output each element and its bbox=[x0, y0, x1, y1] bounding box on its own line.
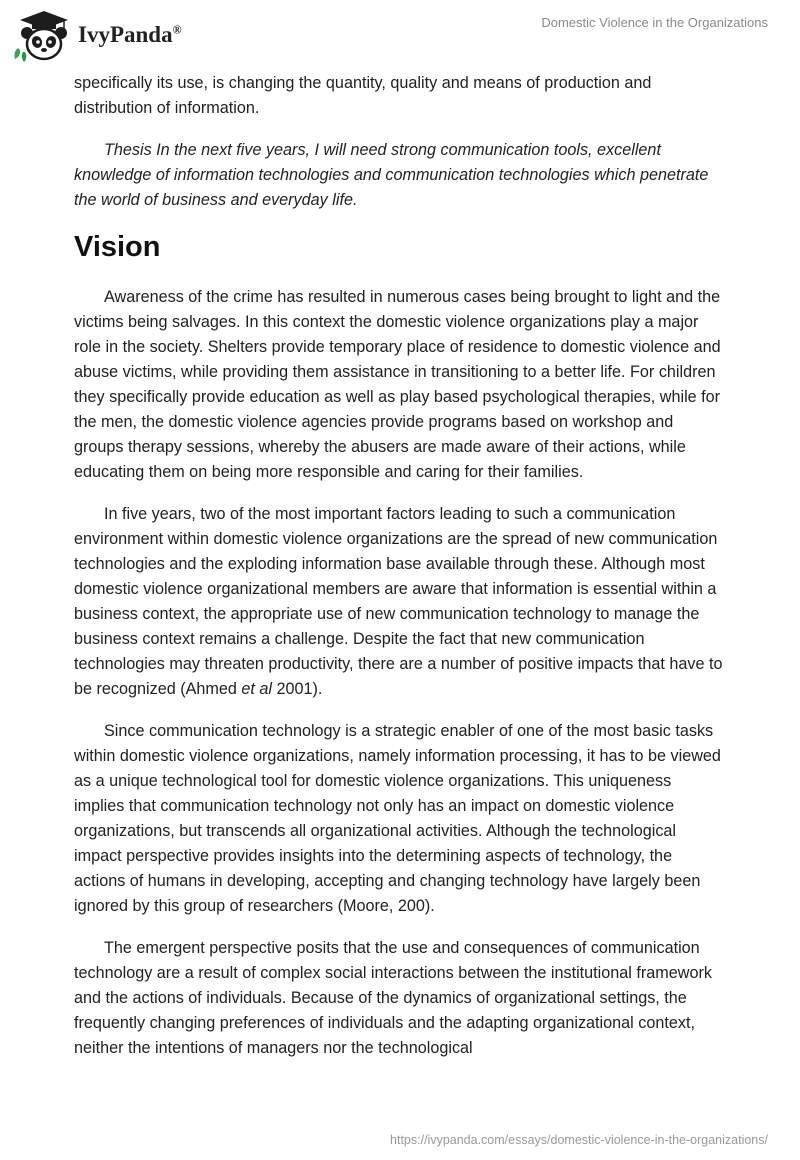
registered-mark: ® bbox=[172, 22, 182, 37]
page-header bbox=[0, 0, 800, 70]
thesis-paragraph: Thesis In the next five years, I will need strong communication tools, excellent knowledge of information technologies and communication technologies which penetrate the world of business and everyday life. bbox=[74, 141, 709, 209]
essay-content bbox=[74, 71, 724, 1078]
section-heading-vision: Vision bbox=[74, 231, 161, 263]
source-url[interactable]: https://ivypanda.com/essays/domestic-violence-in-the-organizations/ bbox=[390, 1133, 768, 1147]
ivypanda-logo[interactable] bbox=[12, 8, 182, 62]
brand-name-text: IvyPanda bbox=[78, 22, 173, 47]
citation-et-al: et al bbox=[241, 680, 272, 698]
paragraph-continued: specifically its use, is changing the quantity, quality and means of production and distribution of information. bbox=[74, 74, 652, 117]
paragraph-strategic-enabler: Since communication technology is a strategic enabler of one of the most basic tasks within domestic violence organizations, namely information processing, it has to be viewed as a unique technological tool for domestic violence organizations. This uniqueness implies that communication technology not only has an impact on domestic violence organizations, but transcends all organizational activities. Although the technological impact perspective provides insights into the determining aspects of technology, the actions of humans in developing, accepting and changing technology have largely been ignored by this group of researchers (Moore, 200). bbox=[74, 722, 721, 915]
paragraph-awareness: Awareness of the crime has resulted in numerous cases being brought to light and the victims being salvages. In this context the domestic violence organizations play a major role in the society. Shelters provide temporary place of residence to domestic violence and abuse victims, while providing them assistance in transitioning to a better life. For children they specifically provide education as well as play based psychological therapies, while for the men, the domestic violence agencies provide programs based on workshop and groups therapy sessions, whereby the abusers are made aware of their actions, while educating them on being more responsible and caring for their families. bbox=[74, 288, 721, 481]
document-title: Domestic Violence in the Organizations bbox=[541, 15, 768, 30]
paragraph-emergent-perspective: The emergent perspective posits that the use and consequences of communication technology are a result of complex social interactions between the institutional framework and the actions of individuals. Because of the dynamics of organizational settings, the frequently changing preferences of individuals and the adapting organizational context, neither the intentions of managers nor the technological bbox=[74, 939, 712, 1057]
paragraph-five-years bbox=[74, 502, 724, 702]
panda-graduate-icon bbox=[12, 8, 72, 62]
brand-name bbox=[78, 22, 182, 48]
paragraph-five-years-text: In five years, two of the most important factors leading to such a communication environment within domestic violence organizations are the spread of new communication technologies and the exploding information base available through these. Although most domestic violence organizational members are aware that information is essential within a business context, the appropriate use of new communication technology to manage the business context remains a challenge. Despite the fact that new communication technologies may threaten productivity, there are a number of positive impacts that have to be recognized (Ahmed bbox=[74, 505, 723, 698]
citation-year: 2001). bbox=[271, 680, 323, 698]
